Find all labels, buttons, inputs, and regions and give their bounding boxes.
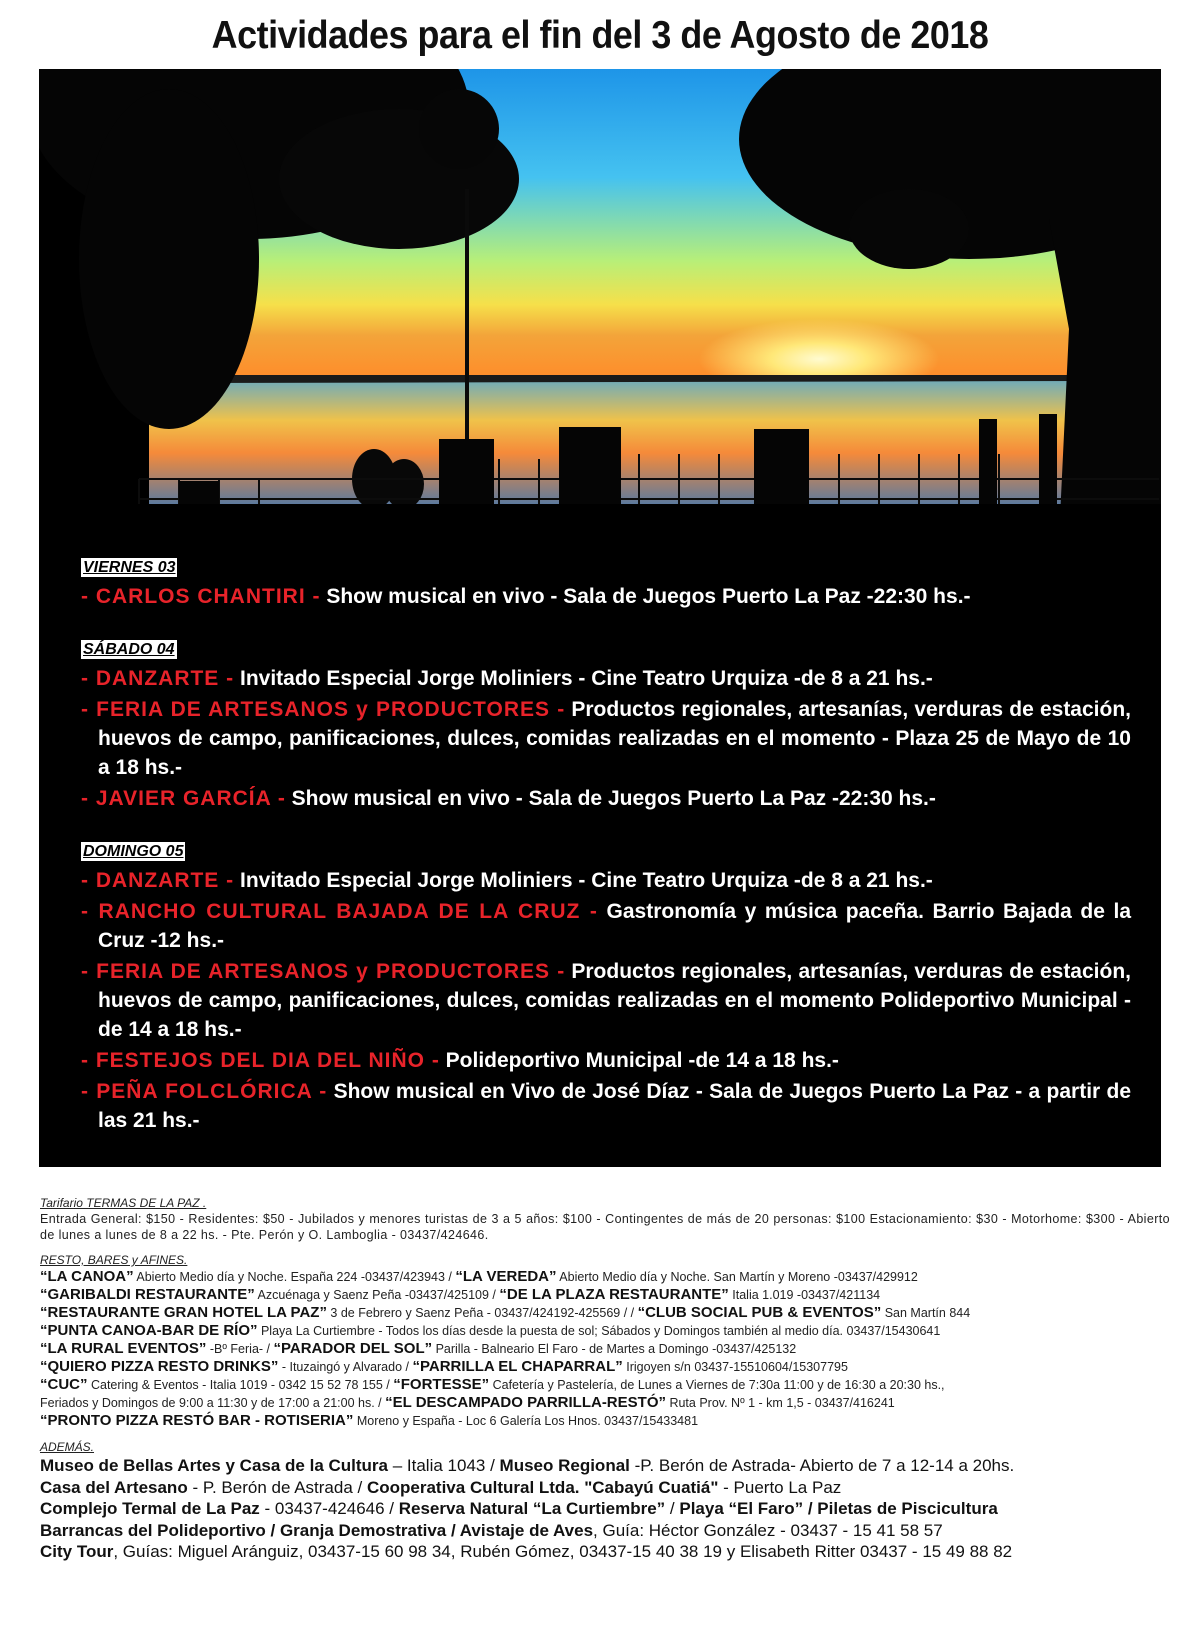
event-item [81,784,1131,813]
resto-line [40,1340,1170,1358]
venue-name: “PARADOR DEL SOL” [273,1340,433,1357]
event-desc: Invitado Especial Jorge Moliniers - Cine Teatro Urquiza -de 8 a 21 hs.- [234,667,933,690]
event-desc: Show musical en vivo - Sala de Juegos Puerto La Paz -22:30 hs.- [320,585,971,608]
venue-detail: , Guías: Miguel Aránguiz, 03437-15 60 98 34, Rubén Gómez, 03437-15 40 38 19 y Elisabeth Ritter 03437 - 15 49 88 82 [113,1542,1013,1561]
ademas-line [40,1541,1170,1563]
ademas-line [40,1455,1170,1477]
event-name: - CARLOS CHANTIRI - [81,585,321,608]
resto-line [40,1412,1170,1430]
venue-name: Complejo Termal de La Paz [40,1499,260,1518]
page-title: Actividades para el fin del 3 de Agosto de 2018 [211,14,989,57]
venue-name: “DE LA PLAZA RESTAURANTE” [499,1286,729,1303]
event-item [81,695,1131,782]
resto-list [40,1268,1170,1430]
day-friday [81,551,1131,611]
termas-text: Entrada General: $150 - Residentes: $50 - Jubilados y menores turistas de 3 a 5 años: $100 - Contingentes de más de 20 personas: $100 Estacionamiento: $30 - Motorhome: $300 - Abierto de lunes a lunes de 8 a 22 hs. - Pte. Perón y O. Lamboglia - 03437/424646. [40,1212,1170,1242]
day-label: DOMINGO 05 [83,843,184,860]
event-name: - FESTEJOS DEL DIA DEL NIÑO - [81,1049,440,1072]
venue-detail: -P. Berón de Astrada- Abierto de 7 a 12-14 a 20hs. [629,1456,1015,1475]
resto-line [40,1322,1170,1340]
venue-name: “QUIERO PIZZA RESTO DRINKS” [40,1358,279,1375]
footer-info [40,1196,1170,1563]
ademas-line [40,1477,1170,1499]
event-name: - DANZARTE - [81,667,235,690]
venue-detail: Cafetería y Pastelería, de Lunes a Viernes de 7:30a 11:00 y de 16:30 a 20:30 hs., [489,1378,945,1392]
event-desc: Productos regionales, artesanías, verduras de estación, huevos de campo, panificaciones, dulces, comidas realizadas en el momento Polideportivo Municipal -de 14 a 18 hs.- [98,960,1131,1041]
venue-detail: Ruta Prov. Nº 1 - km 1,5 - 03437/416241 [665,1396,895,1410]
event-item [81,1046,1131,1075]
ademas-line [40,1498,1170,1520]
venue-detail: Feriados y Domingos de 9:00 a 11:30 y de 17:00 a 21:00 hs. / [40,1396,386,1410]
venue-detail: San Martín 844 [881,1306,971,1320]
venue-detail: - P. Berón de Astrada / [187,1477,367,1497]
day-label: VIERNES 03 [83,559,176,576]
venue-detail: - Ituzaingó y Alvarado / [278,1360,413,1374]
event-name: - FERIA DE ARTESANOS y PRODUCTORES - [81,960,566,983]
event-desc: Show musical en vivo - Sala de Juegos Puerto La Paz -22:30 hs.- [285,787,936,810]
resto-line [40,1358,1170,1376]
venue-name: Cooperativa Cultural Ltda. "Cabayú Cuatiá" [366,1477,719,1497]
venue-detail: Abierto Medio día y Noche. San Martín y Moreno -03437/429912 [556,1270,918,1284]
resto-line [40,1394,1170,1412]
venue-name: City Tour [40,1542,114,1561]
resto-line [40,1376,1170,1394]
venue-name: “LA RURAL EVENTOS” [40,1340,207,1357]
venue-name: Museo Regional [499,1456,630,1475]
day-saturday [81,633,1131,813]
venue-name: “GARIBALDI RESTAURANTE” [40,1286,255,1303]
venue-name: “CUC” [40,1376,88,1393]
venue-name: “PUNTA CANOA-BAR DE RÍO” [40,1322,258,1339]
venue-detail: Playa La Curtiembre - Todos los días desde la puesta de sol; Sábados y Domingos también al medio día. 03437/15430641 [257,1324,941,1338]
resto-line [40,1268,1170,1286]
day-label: SÁBADO 04 [83,641,175,658]
resto-line [40,1286,1170,1304]
event-desc: Gastronomía y música paceña. Barrio Bajada de la Cruz -12 hs.- [98,900,1131,952]
venue-detail: Parilla - Balneario El Faro - de Martes a Domingo -03437/425132 [432,1342,797,1356]
venue-name: Museo de Bellas Artes y Casa de la Cultura [40,1456,388,1475]
venue-name: “PRONTO PIZZA RESTÓ BAR - ROTISERIA” [40,1412,354,1429]
venue-detail: / [665,1499,680,1518]
day-sunday [81,835,1131,1135]
event-item [81,957,1131,1044]
ademas-heading: ADEMÁS. [40,1440,95,1454]
venue-name: “FORTESSE” [393,1376,490,1393]
ademas-line [40,1520,1170,1542]
event-name: - DANZARTE - [81,869,235,892]
sunset-river-photo [39,69,1161,539]
event-item [81,1077,1131,1135]
venue-name: Reserva Natural “La Curtiembre” [398,1499,666,1518]
event-name: - FERIA DE ARTESANOS y PRODUCTORES - [81,698,566,721]
event-item [81,582,1131,611]
venue-name: “RESTAURANTE GRAN HOTEL LA PAZ” [40,1304,327,1321]
event-item [81,866,1131,895]
venue-name: Casa del Artesano [40,1477,188,1497]
venue-detail: – Italia 1043 / [388,1456,500,1475]
venue-detail: Catering & Eventos - Italia 1019 - 0342 15 52 78 155 / [87,1378,394,1392]
venue-name: “CLUB SOCIAL PUB & EVENTOS” [637,1304,882,1321]
event-item [81,897,1131,955]
event-desc: Polideportivo Municipal -de 14 a 18 hs.- [439,1049,839,1072]
venue-detail: Moreno y España - Loc 6 Galería Los Hnos. 03437/15433481 [353,1414,699,1428]
event-name: - PEÑA FOLCLÓRICA - [81,1080,328,1103]
venue-name: “PARRILLA EL CHAPARRAL” [412,1358,623,1375]
venue-detail: - 03437-424646 / [259,1499,399,1518]
venue-detail: Irigoyen s/n 03437-15510604/15307795 [622,1360,848,1374]
resto-line [40,1304,1170,1322]
venue-name: “LA VEREDA” [455,1268,557,1285]
venue-detail: Azcuénaga y Saenz Peña -03437/425109 / [254,1288,500,1302]
ademas-list [40,1455,1170,1563]
event-desc: Show musical en Vivo de José Díaz - Sala de Juegos Puerto La Paz - a partir de las 21 hs.- [98,1080,1131,1132]
event-desc: Productos regionales, artesanías, verduras de estación, huevos de campo, panificaciones, dulces, comidas realizadas en el momento - Plaza 25 de Mayo de 10 a 18 hs.- [98,698,1131,779]
resto-heading: RESTO, BARES y AFINES. [40,1253,188,1267]
venue-name: “EL DESCAMPADO PARRILLA-RESTÓ” [385,1394,666,1411]
venue-detail: Italia 1.019 -03437/421134 [728,1288,881,1302]
termas-heading: Tarifario TERMAS DE LA PAZ . [40,1196,207,1210]
venue-name: Playa “El Faro” / Piletas de Piscicultura [679,1499,998,1518]
venue-detail: , Guía: Héctor González - 03437 - 15 41 58 57 [593,1520,943,1540]
event-name: - JAVIER GARCÍA - [81,787,286,810]
venue-name: Barrancas del Polideportivo / Granja Demostrativa / Avistaje de Aves [40,1520,594,1540]
event-panel [39,69,1161,1167]
events-list [81,551,1131,1137]
event-desc: Invitado Especial Jorge Moliniers - Cine Teatro Urquiza -de 8 a 21 hs.- [234,869,933,892]
venue-name: “LA CANOA” [40,1268,134,1285]
event-item [81,664,1131,693]
event-name: - RANCHO CULTURAL BAJADA DE LA CRUZ - [81,900,598,923]
venue-detail: - Puerto La Paz [718,1477,842,1497]
venue-detail: Abierto Medio día y Noche. España 224 -03437/423943 / [133,1270,456,1284]
venue-detail: -Bº Feria- / [206,1342,274,1356]
venue-detail: 3 de Febrero y Saenz Peña - 03437/424192-425569 / / [326,1306,638,1320]
